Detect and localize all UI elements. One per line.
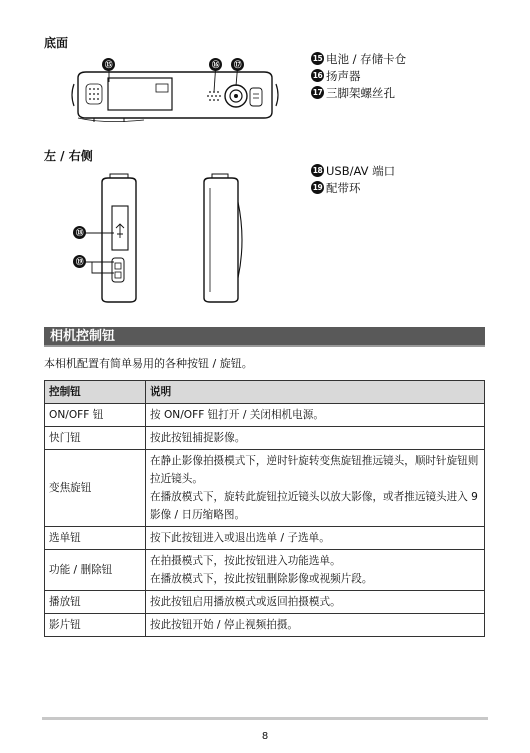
legend-item-battery	[311, 50, 406, 67]
legend-number: 17	[312, 88, 323, 97]
legend-item-speaker	[311, 67, 406, 84]
legend-item-tripod	[311, 84, 406, 101]
legend-label: USB/AV 端口	[326, 163, 396, 178]
bottom-view-title: 底面	[44, 36, 69, 50]
table-row	[45, 427, 485, 450]
table-header-row	[45, 381, 485, 404]
control-description	[146, 427, 485, 450]
header-description: 说明	[146, 381, 485, 404]
table-row	[45, 450, 485, 527]
legend-number: 15	[312, 54, 323, 63]
legend-number: 19	[312, 183, 323, 192]
intro-text: 本相机配置有简单易用的各种按钮 / 旋钮。	[44, 357, 253, 370]
control-name: 播放钮	[45, 591, 146, 614]
table-row	[45, 404, 485, 427]
camera-bottom-illustration	[64, 54, 284, 126]
header-control: 控制钮	[45, 381, 146, 404]
legend-number: 16	[312, 71, 323, 80]
legend-number: 18	[312, 166, 323, 175]
control-name: 快门钮	[45, 427, 146, 450]
control-description	[146, 550, 485, 591]
bottom-legend	[311, 50, 406, 101]
callout-17: ⑰	[231, 58, 244, 71]
table-row	[45, 550, 485, 591]
page-number: 8	[261, 731, 269, 742]
control-name: 影片钮	[45, 614, 146, 637]
control-description	[146, 527, 485, 550]
callout-18: ⑱	[73, 226, 86, 239]
control-name: ON/OFF 钮	[45, 404, 146, 427]
table-row	[45, 591, 485, 614]
legend-label: 配带环	[326, 180, 361, 195]
description-line: 按此按钮捕捉影像。	[150, 432, 246, 444]
legend-item-strap-ring	[311, 179, 395, 196]
table-row	[45, 614, 485, 637]
control-name: 变焦旋钮	[45, 450, 146, 527]
control-description	[146, 450, 485, 527]
description-line: 按 ON/OFF 钮打开 / 关闭相机电源。	[150, 409, 324, 421]
controls-table	[44, 380, 485, 637]
legend-item-usb-av-port	[311, 162, 395, 179]
control-name: 选单钮	[45, 527, 146, 550]
side-view-title: 左 / 右侧	[44, 149, 93, 163]
description-line: 按下此按钮进入或退出选单 / 子选单。	[150, 532, 330, 544]
control-name: 功能 / 删除钮	[45, 550, 146, 591]
section-banner: 相机控制钮	[44, 327, 485, 347]
legend-label: 扬声器	[326, 68, 361, 83]
description-line: 在播放模式下，旋转此旋钮拉近镜头以放大影像，或者推远镜头进入 9 影像 / 日历缩略图。	[150, 491, 478, 521]
legend-label: 电池 / 存储卡仓	[326, 51, 407, 66]
description-line: 按此按钮启用播放模式或返回拍摄模式。	[150, 596, 341, 608]
legend-label: 三脚架螺丝孔	[326, 85, 395, 100]
control-description	[146, 614, 485, 637]
description-line: 在播放模式下，按此按钮删除影像或视频片段。	[150, 573, 373, 585]
side-legend	[311, 162, 395, 196]
camera-side-illustration	[62, 172, 262, 308]
callout-15: ⑮	[102, 58, 115, 71]
description-line: 按此按钮开始 / 停止视频拍摄。	[150, 619, 299, 631]
description-line: 在静止影像拍摄模式下，逆时针旋转变焦旋钮推远镜头，顺时针旋钮则拉近镜头。	[150, 455, 479, 485]
callout-16: ⑯	[209, 58, 222, 71]
description-line: 在拍摄模式下，按此按钮进入功能选单。	[150, 555, 341, 567]
control-description	[146, 591, 485, 614]
control-description	[146, 404, 485, 427]
table-row	[45, 527, 485, 550]
callout-19: ⑲	[73, 255, 86, 268]
footer-divider	[42, 717, 488, 720]
